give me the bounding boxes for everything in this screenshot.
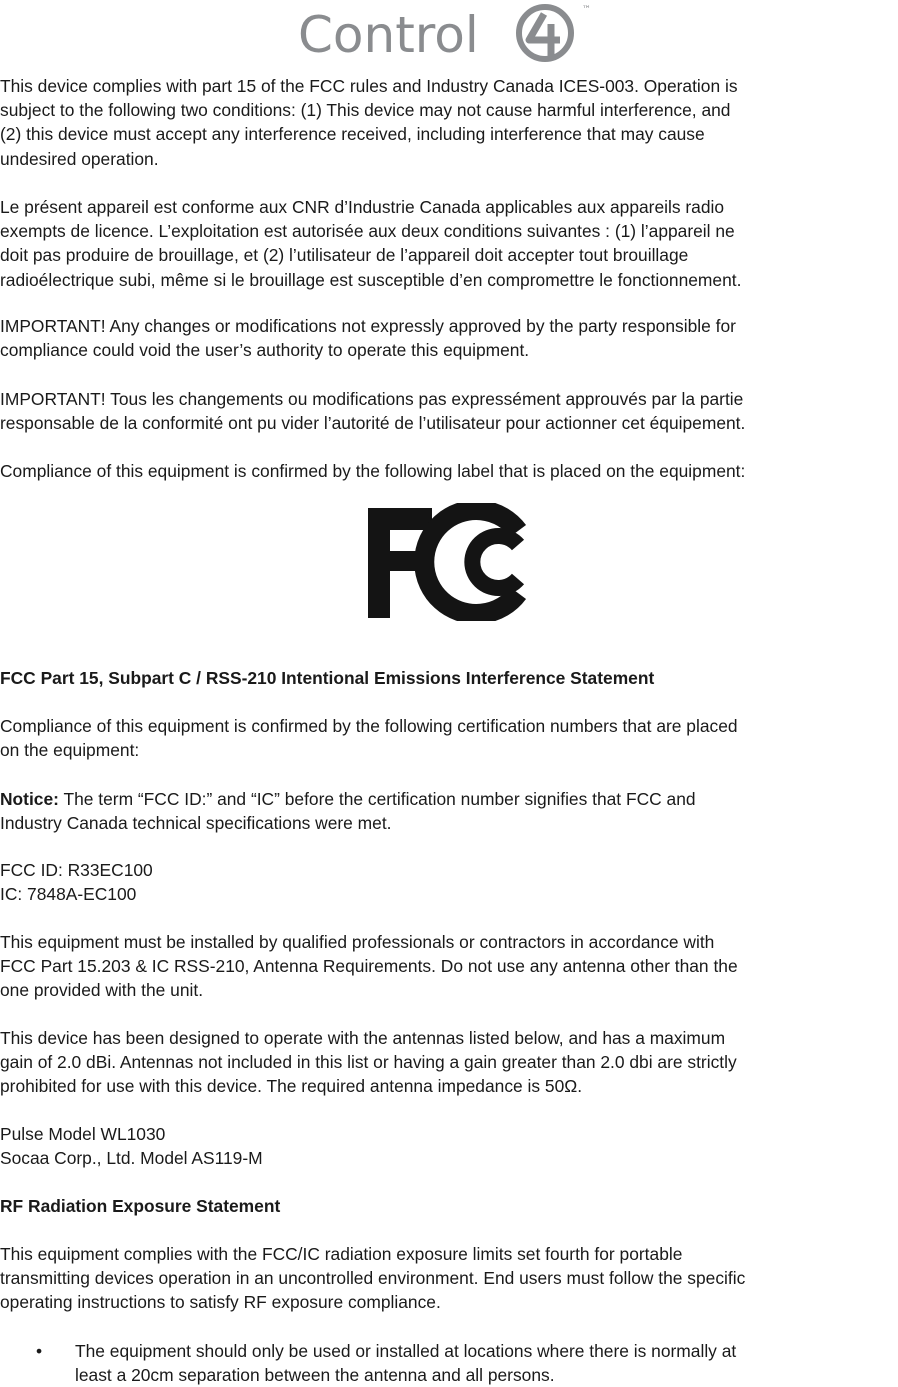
text-line: least a 20cm separation between the antenna and all persons. <box>75 1365 555 1386</box>
control4-logo <box>298 0 628 68</box>
fcc-logo-f-top <box>368 508 432 530</box>
text-line: IMPORTANT! Any changes or modifications not expressly approved by the party responsible for <box>0 316 736 336</box>
notice-text: The term “FCC ID:” and “IC” before the certification number signifies that FCC and <box>58 789 696 809</box>
text-line: Le présent appareil est conforme aux CNR d’Industrie Canada applicables aux appareils radio <box>0 197 725 217</box>
text-line: doit pas produire de brouillage, et (2) l’utilisateur de l’appareil doit accepter tout brouillage <box>0 245 689 266</box>
trademark-symbol: ™ <box>582 5 591 15</box>
antenna-list <box>0 1122 898 1170</box>
text-line: Industry Canada technical specifications were met. <box>0 813 392 834</box>
heading-text: FCC Part 15, Subpart C / RSS-210 Intentional Emissions Interference Statement <box>0 668 655 688</box>
fcc-logo <box>368 503 532 621</box>
text-line: one provided with the unit. <box>0 980 204 1001</box>
fcc-logo-inner-c <box>472 536 518 588</box>
text-line: undesired operation. <box>0 148 159 169</box>
text-line: FCC Part 15.203 & IC RSS-210, Antenna Requirements. Do not use any antenna other than the <box>0 956 738 977</box>
text-line: The equipment should only be used or installed at locations where there is normally at <box>75 1341 737 1361</box>
section-heading-rf-exposure <box>0 1194 898 1218</box>
fcc-id: FCC ID: R33EC100 <box>0 860 153 880</box>
text-line: Compliance of this equipment is confirmed by the following label that is placed on the equipment: <box>0 461 746 481</box>
label-compliance-paragraph <box>0 459 898 483</box>
fcc-logo-f-mid <box>368 551 420 571</box>
text-line: This device has been designed to operate with the antennas listed below, and has a maximum <box>0 1028 726 1048</box>
text-line: gain of 2.0 dBi. Antennas not included in this list or having a gain greater than 2.0 dbi are strictly <box>0 1052 737 1073</box>
text-line: IMPORTANT! Tous les changements ou modifications pas expressément approuvés par la partie <box>0 389 744 409</box>
important-notice-paragraph-fr <box>0 387 898 435</box>
important-notice-paragraph <box>0 314 898 362</box>
text-line: subject to the following two conditions: (1) This device may not cause harmful interference, and <box>0 100 731 121</box>
antenna-gain-paragraph <box>0 1026 898 1099</box>
notice-paragraph <box>0 787 898 835</box>
fcc-logo-graphic <box>368 503 532 621</box>
antenna-list-item: Socaa Corp., Ltd. Model AS119-M <box>0 1148 263 1169</box>
certification-numbers-paragraph <box>0 714 898 762</box>
control4-logo-mark <box>519 7 571 59</box>
fcc-compliance-paragraph <box>0 74 898 171</box>
text-line <box>0 787 898 811</box>
heading-text: RF Radiation Exposure Statement <box>0 1196 281 1216</box>
antenna-list-item: Pulse Model WL1030 <box>0 1124 166 1144</box>
text-line: This equipment must be installed by qualified professionals or contractors in accordance with <box>0 932 715 952</box>
text-line: exempts de licence. L’exploitation est autorisée aux deux conditions suivantes : (1) l’appareil ne <box>0 221 735 242</box>
cnr-compliance-paragraph-fr <box>0 195 898 292</box>
text-line: responsable de la conformité ont pu vider l’autorité de l’utilisateur pour actionner cet équipement. <box>0 413 746 434</box>
text-line: Compliance of this equipment is confirmed by the following certification numbers that are placed <box>0 716 738 736</box>
text-line: radioélectrique subi, même si le brouillage est susceptible d’en compromettre le fonctionnement. <box>0 269 742 290</box>
text-line: compliance could void the user’s authority to operate this equipment. <box>0 340 530 361</box>
text-line: operating instructions to satisfy RF exposure compliance. <box>0 1292 441 1313</box>
notice-label: Notice: <box>0 789 59 809</box>
text-line: This device complies with part 15 of the FCC rules and Industry Canada ICES-003. Operation is <box>0 76 738 96</box>
text-line: (2) this device must accept any interference received, including interference that may cause <box>0 124 705 145</box>
bullet-icon: • <box>36 1341 43 1361</box>
control4-logo-graphic <box>298 0 628 68</box>
installation-paragraph <box>0 930 898 1003</box>
text-line: on the equipment: <box>0 740 140 761</box>
text-line: This equipment complies with the FCC/IC radiation exposure limits set fourth for portable <box>0 1244 683 1264</box>
separation-bullet-item <box>75 1339 736 1387</box>
text-line: prohibited for use with this device. The required antenna impedance is 50Ω. <box>0 1076 583 1097</box>
text-line: transmitting devices operation in an uncontrolled environment. End users must follow the specific <box>0 1268 746 1289</box>
rf-exposure-paragraph <box>0 1242 898 1315</box>
ic-id: IC: 7848A-EC100 <box>0 884 137 905</box>
control4-logo-wordmark: Control <box>298 6 479 64</box>
section-heading-intentional-emissions <box>0 666 898 690</box>
certification-ids <box>0 858 898 906</box>
